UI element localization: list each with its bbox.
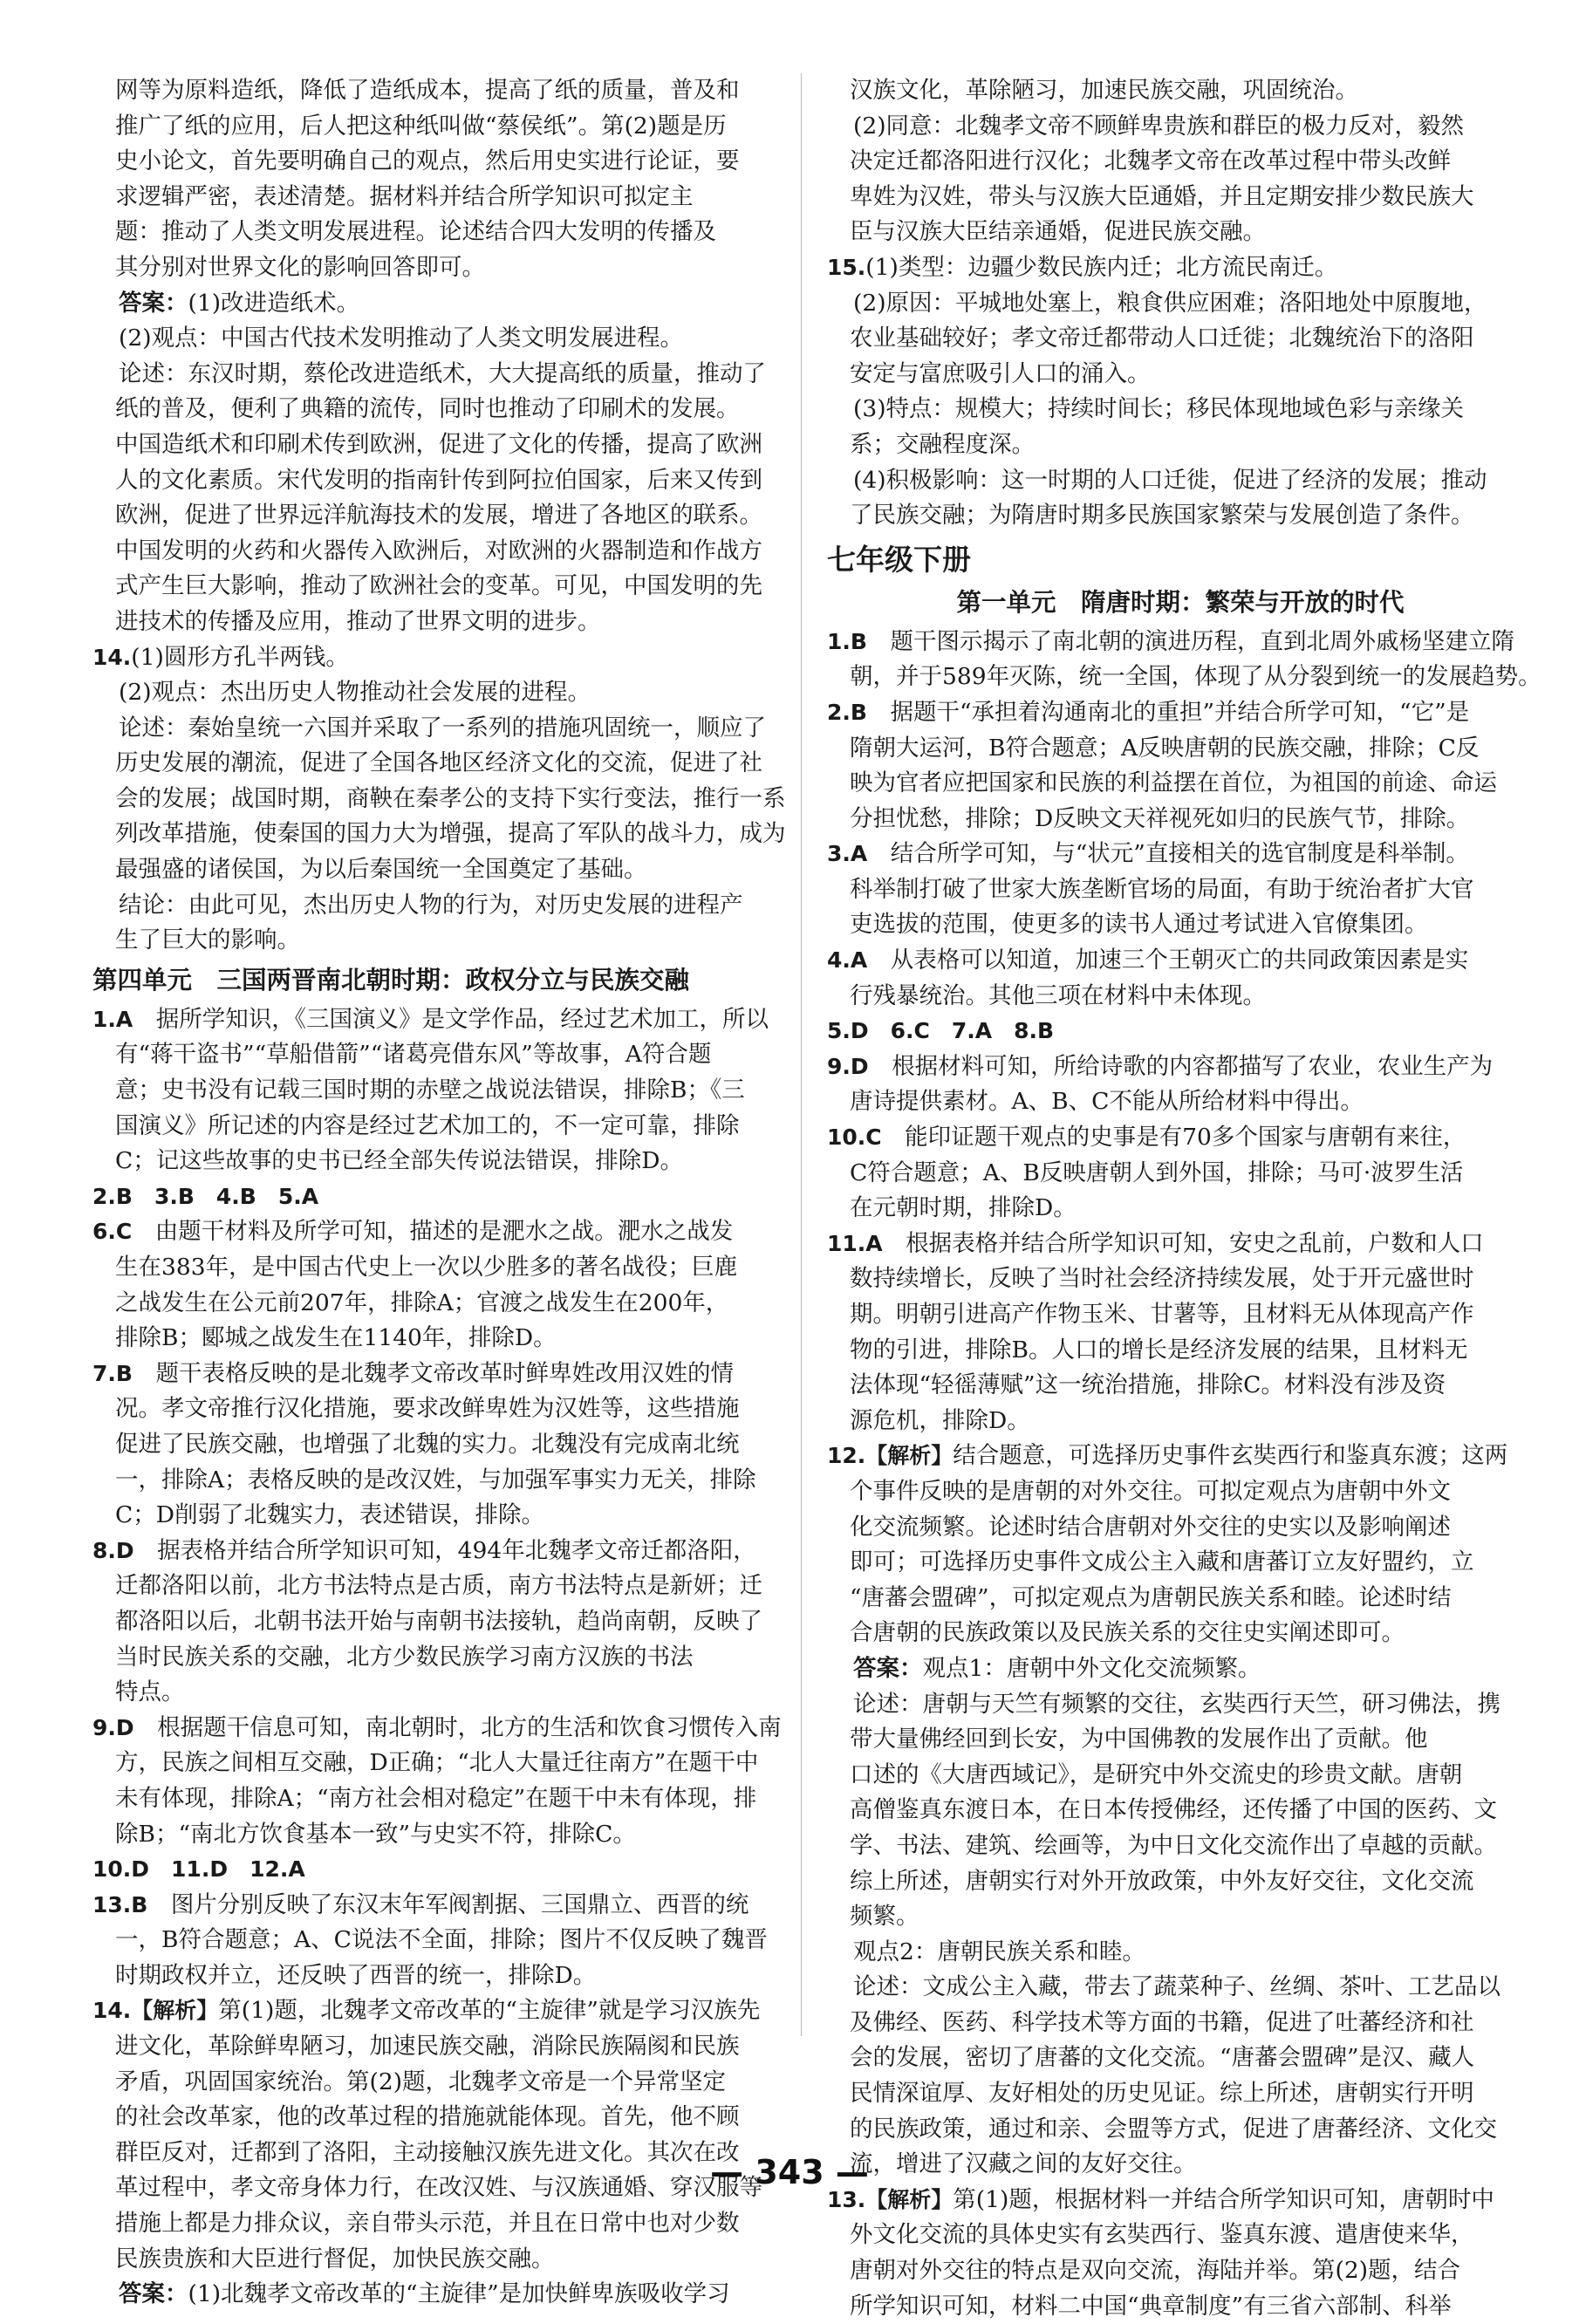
text-line xyxy=(827,2253,1534,2289)
question-number: 13.【解析】 xyxy=(827,2186,954,2212)
text-line xyxy=(92,675,799,711)
line-text: 况。孝文帝推行汉化措施，要求改鲜卑姓为汉姓等，这些措施 xyxy=(115,1395,740,1423)
question-number: 5.D 6.C 7.A 8.B xyxy=(827,1018,1055,1044)
line-text: 论述：东汉时期，蔡伦改进造纸术，大大提高纸的质量，推动了 xyxy=(119,359,766,387)
text-line xyxy=(92,1958,799,1994)
question-number: 14. xyxy=(92,644,132,670)
text-line xyxy=(92,2277,799,2313)
text-line xyxy=(827,802,1534,837)
text-line xyxy=(92,215,799,250)
line-text: 决定迁都洛阳进行汉化；北魏孝文帝在改革过程中带头改鲜 xyxy=(850,147,1451,175)
text-line xyxy=(92,1144,799,1179)
line-text: 历史发展的潮流，促进了全国各地区经济文化的交流，促进了社 xyxy=(115,749,762,777)
question-number: 4.A xyxy=(827,947,868,974)
text-line xyxy=(827,1793,1534,1828)
question-number: 2.B xyxy=(827,699,867,725)
text-line xyxy=(92,286,799,322)
text-line xyxy=(92,1675,799,1711)
line-text: (4)积极影响：这一时期的人口迁徙，促进了经济的发展；推动 xyxy=(853,466,1487,494)
question-number: 8.D xyxy=(92,1537,134,1563)
text-line xyxy=(92,1852,799,1888)
line-text: 一，B符合题意；A、C说法不全面，排除；图片不仅反映了魏晋 xyxy=(115,1926,768,1954)
line-text: 了民族交融；为隋唐时期多民族国家繁荣与发展创造了条件。 xyxy=(850,502,1474,530)
page-number: — 343 — xyxy=(710,2153,869,2191)
line-text: 根据表格并结合所学知识可知，安史之乱前，户数和人口 xyxy=(882,1229,1484,1257)
line-text: 群臣反对，迁都到了洛阳，主动接触汉族先进文化。其次在改 xyxy=(115,2138,740,2166)
text-line xyxy=(92,2065,799,2101)
line-text: 唐朝对外交往的特点是双向交流，海陆并举。第(2)题，结合 xyxy=(850,2257,1461,2285)
line-text: 论述：唐朝与天竺有频繁的交往，玄奘西行天竺，研习佛法，携 xyxy=(853,1690,1500,1718)
line-text: 根据题干信息可知，南北朝时，北方的生活和饮食习惯传入南 xyxy=(133,1713,782,1741)
line-text: (2)原因：平城地处塞上，粮食供应困难；洛阳地处中原腹地， xyxy=(853,289,1487,317)
line-text: 国演义》所记述的内容是经过艺术加工的，不一定可靠，排除 xyxy=(115,1111,740,1139)
text-line xyxy=(827,427,1534,463)
line-text: (3)特点：规模大；持续时间长；移民体现地域色彩与亲缘关 xyxy=(853,395,1465,423)
text-line xyxy=(92,498,799,534)
text-line xyxy=(827,979,1534,1015)
text-line xyxy=(92,1923,799,1958)
text-line xyxy=(827,907,1534,943)
line-text: 合唐朝的民族政策以及民族关系的交往史实阐述即可。 xyxy=(850,1619,1405,1647)
text-line xyxy=(827,1581,1534,1617)
line-text: 最强盛的诸侯国，为以后秦国统一全国奠定了基础。 xyxy=(115,856,647,884)
line-text: 能印证题干观点的史事是有70多个国家与唐朝有来往， xyxy=(881,1124,1466,1152)
text-line xyxy=(827,463,1534,499)
text-line xyxy=(827,109,1534,145)
text-line xyxy=(92,250,799,286)
line-text: 时期政权并立，还反映了西晋的统一，排除D。 xyxy=(115,1961,597,1989)
text-line xyxy=(827,1970,1534,2006)
question-number: 2.B 3.B 4.B 5.A xyxy=(92,1183,319,1209)
text-line xyxy=(92,180,799,215)
line-text: 图片分别反映了东汉末年军阀割据、三国鼎立、西晋的统 xyxy=(147,1890,749,1918)
line-text: 进文化，革除鲜卑陋习，加速民族交融，消除民族隔阂和民族 xyxy=(115,2033,740,2061)
question-number: 3.A xyxy=(827,841,868,867)
unit-heading: 第四单元 三国两晋南北朝时期：政权分立与民族交融 xyxy=(92,965,690,995)
line-text: 的社会改革家，他的改革过程的措施就能体现。首先，他不顾 xyxy=(115,2103,740,2131)
question-number: 13.B xyxy=(92,1891,148,1917)
text-line xyxy=(92,1286,799,1322)
line-text: 生了巨大的影响。 xyxy=(115,926,300,954)
line-text: 分担忧愁，排除；D反映文天祥视死如归的民族气节，排除。 xyxy=(850,804,1470,832)
line-text: 朝，并于589年灭陈，统一全国，体现了从分裂到统一的发展趋势。 xyxy=(850,663,1541,691)
line-text: C符合题意；A、B反映唐朝人到外国，排除；马可·波罗生活 xyxy=(850,1159,1464,1186)
text-line xyxy=(92,357,799,393)
text-line xyxy=(827,357,1534,393)
question-number: 9.D xyxy=(827,1053,869,1079)
text-line xyxy=(92,1002,799,1038)
text-line xyxy=(92,817,799,852)
line-text: 式产生巨大影响，推动了欧洲社会的变革。可见，中国发明的先 xyxy=(115,572,762,600)
line-text: (2)观点：中国古代技术发明推动了人类文明发展进程。 xyxy=(119,325,684,352)
answer-label: 答案： xyxy=(119,2280,188,2308)
text-line xyxy=(827,1474,1534,1510)
line-text: 农业基础较好；孝文帝迁都带动人口迁徙；北魏统治下的洛阳 xyxy=(850,325,1474,352)
text-line xyxy=(92,144,799,180)
text-line xyxy=(92,2206,799,2242)
line-text: 从表格可以知道，加速三个王朝灭亡的共同政策因素是实 xyxy=(867,947,1469,974)
line-text: 卑姓为汉姓，带头与汉族大臣通婚，并且定期安排少数民族大 xyxy=(850,182,1474,210)
text-line xyxy=(827,1828,1534,1864)
text-line xyxy=(827,1227,1534,1262)
text-line xyxy=(92,923,799,959)
line-text: 科举制打破了世家大族垄断官场的局面，有助于统治者扩大官 xyxy=(850,875,1474,903)
text-line xyxy=(827,625,1534,660)
left-column xyxy=(92,73,799,2313)
line-text: 论述：文成公主入藏，带去了蔬菜种子、丝绸、茶叶、工艺品以 xyxy=(853,1973,1500,2001)
text-line xyxy=(827,2006,1534,2041)
question-number: 1.B xyxy=(827,628,867,654)
text-line xyxy=(827,215,1534,250)
text-line xyxy=(827,2218,1534,2253)
text-line xyxy=(92,1711,799,1746)
text-line xyxy=(92,1391,799,1427)
line-text: 特点。 xyxy=(115,1678,185,1706)
line-text: 一，排除A；表格反映的是改汉姓，与加强军事实力无关，排除 xyxy=(115,1466,756,1494)
question-number: 14.【解析】 xyxy=(92,1998,219,2024)
text-line xyxy=(92,1427,799,1463)
text-line xyxy=(827,1899,1534,1935)
line-text: 汉族文化，革除陋习，加速民族交融，巩固统治。 xyxy=(850,77,1358,104)
text-line xyxy=(827,1935,1534,1971)
text-line xyxy=(827,1616,1534,1651)
line-text: 据所学知识，《三国演义》是文学作品，经过艺术加工，所以 xyxy=(133,1005,769,1033)
text-line xyxy=(92,640,799,676)
question-number: 15. xyxy=(827,254,866,280)
text-line xyxy=(827,1014,1534,1049)
text-line xyxy=(827,1864,1534,1900)
line-text: 未有体现，排除A；“南方社会相对稳定”在题干中未有体现，排 xyxy=(115,1784,757,1812)
text-line xyxy=(92,1498,799,1534)
line-text: 外文化交流的具体史实有玄奘西行、鉴真东渡、遣唐使来华， xyxy=(850,2221,1474,2249)
line-text: (1)类型：边疆少数民族内迁；北方流民南迁。 xyxy=(865,253,1338,281)
line-text: 观点1：唐朝中外文化交流频繁。 xyxy=(922,1654,1261,1682)
text-line xyxy=(827,1510,1534,1546)
text-line xyxy=(92,888,799,924)
text-line xyxy=(92,2100,799,2136)
line-text: 除B；“南北方饮食基本一致”与史实不符，排除C。 xyxy=(115,1820,636,1848)
text-line xyxy=(92,1781,799,1817)
text-line xyxy=(92,1746,799,1781)
line-text: 吏选拔的范围，使更多的读书人通过考试进入官僚集团。 xyxy=(850,911,1428,939)
line-text: 题干图示揭示了南北朝的演进历程，直到北周外戚杨坚建立隋 xyxy=(866,627,1514,655)
line-text: 欧洲，促进了世界远洋航海技术的发展，增进了各地区的联系。 xyxy=(115,502,762,530)
line-text: 都洛阳以后，北朝书法开始与南朝书法接轨，趋尚南朝，反映了 xyxy=(115,1607,762,1635)
text-line xyxy=(827,2289,1534,2324)
text-line xyxy=(92,1817,799,1853)
line-text: 论述：秦始皇统一六国并采取了一系列的措施巩固统一，顺应了 xyxy=(119,714,766,742)
text-line xyxy=(92,1179,799,1215)
text-line xyxy=(92,534,799,570)
line-text: 源危机，排除D。 xyxy=(850,1406,1030,1434)
text-line xyxy=(92,1073,799,1109)
line-text: 安定与富庶吸引人口的涌入。 xyxy=(850,359,1151,387)
text-line xyxy=(827,250,1534,286)
text-line xyxy=(827,1651,1534,1687)
line-text: 个事件反映的是唐朝的对外交往。可拟定观点为唐朝中外文 xyxy=(850,1477,1451,1505)
line-text: 会的发展；战国时期，商鞅在秦孝公的支持下实行变法，推行一系 xyxy=(115,784,786,812)
line-text: (2)观点：杰出历史人物推动社会发展的进程。 xyxy=(119,679,591,707)
text-line xyxy=(827,2040,1534,2076)
line-text: 人的文化素质。宋代发明的指南针传到阿拉伯国家，后来又传到 xyxy=(115,466,762,494)
text-line xyxy=(92,782,799,817)
line-text: 的民族政策，通过和亲、会盟等方式，促进了唐蕃经济、文化交 xyxy=(850,2115,1497,2143)
text-line xyxy=(92,1321,799,1357)
text-line xyxy=(827,2112,1534,2148)
line-text: 结合题意，可选择历史事件玄奘西行和鉴真东渡；这两 xyxy=(953,1442,1508,1470)
line-text: 映为官者应把国家和民族的利益摆在首位，为祖国的前途、命运 xyxy=(850,769,1497,797)
line-text: 纸的普及，便利了典籍的流传，同时也推动了印刷术的发展。 xyxy=(115,395,740,423)
line-text: 综上所述，唐朝实行对外开放政策，中外友好交往，文化交流 xyxy=(850,1867,1474,1895)
text-line xyxy=(827,1297,1534,1333)
text-line xyxy=(92,1569,799,1604)
text-line xyxy=(92,569,799,605)
line-text: 口述的《大唐西域记》，是研究中外交流史的珍贵文献。唐朝 xyxy=(850,1760,1463,1788)
line-text: 即可；可选择历史事件文成公主入藏和唐蕃订立友好盟约，立 xyxy=(850,1548,1474,1576)
text-line xyxy=(92,1463,799,1499)
text-line xyxy=(827,1156,1534,1192)
line-text: 数持续增长，反映了当时社会经济持续发展，处于开元盛世时 xyxy=(850,1265,1474,1293)
question-number: 9.D xyxy=(92,1714,134,1740)
text-line xyxy=(827,286,1534,322)
text-line xyxy=(92,1109,799,1145)
line-text: 中国发明的火药和火器传入欧洲后，对欧洲的火器制造和作战方 xyxy=(115,537,762,564)
line-text: 行残暴统治。其他三项在材料中未体现。 xyxy=(850,981,1266,1009)
line-text: 促进了民族交融，也增强了北魏的实力。北魏没有完成南北统 xyxy=(115,1430,740,1458)
line-text: (2)同意：北魏孝文帝不顾鲜卑贵族和群臣的极力反对，毅然 xyxy=(853,112,1465,140)
text-line xyxy=(92,392,799,427)
text-line xyxy=(827,1120,1534,1156)
text-line xyxy=(827,1722,1534,1758)
question-number: 11.A xyxy=(827,1230,883,1256)
text-line xyxy=(827,695,1534,731)
line-text: 结论：由此可见，杰出历史人物的行为，对历史发展的进程产 xyxy=(119,891,743,919)
text-line xyxy=(92,109,799,145)
grade-heading: 七年级下册 xyxy=(827,542,971,577)
text-line xyxy=(92,1037,799,1073)
text-line xyxy=(92,1534,799,1569)
line-text: 中国造纸术和印刷术传到欧洲，促进了文化的传播，提高了欧洲 xyxy=(115,430,762,458)
question-number: 10.C xyxy=(827,1124,882,1151)
text-line xyxy=(827,180,1534,215)
line-text: 带大量佛经回到长安，为中国佛教的发展作出了贡献。他 xyxy=(850,1726,1428,1753)
line-text: 民族贵族和大臣进行督促，加快民族交融。 xyxy=(115,2245,555,2273)
question-number: 6.C xyxy=(92,1219,133,1245)
line-text: 列改革措施，使秦国的国力大为增强，提高了军队的战斗力，成为 xyxy=(115,820,786,848)
line-text: 隋朝大运河，B符合题意；A反映唐朝的民族交融，排除；C反 xyxy=(850,734,1480,762)
line-text: 化交流频繁。论述时结合唐朝对外交往的史实以及影响阐述 xyxy=(850,1513,1451,1541)
text-line xyxy=(827,1261,1534,1297)
text-line xyxy=(827,837,1534,872)
question-number: 7.B xyxy=(92,1360,133,1386)
text-line xyxy=(827,1439,1534,1474)
line-text: 排除B；郾城之战发生在1140年，排除D。 xyxy=(115,1324,557,1352)
line-text: 及佛经、医药、科学技术等方面的书籍，促进了吐蕃经济和社 xyxy=(850,2008,1474,2036)
text-line xyxy=(827,392,1534,427)
line-text: 学、书法、建筑、绘画等，为中日文化交流作出了卓越的贡献。 xyxy=(850,1831,1497,1859)
question-number: 1.A xyxy=(92,1006,133,1032)
line-text: (1)北魏孝文帝改革的“主旋律”是加快鲜卑族吸收学习 xyxy=(188,2280,730,2308)
line-text: 革过程中，孝文帝身体力行，在改汉姓、与汉族通婚、穿汉服等 xyxy=(115,2174,762,2202)
text-line xyxy=(827,2076,1534,2112)
right-column xyxy=(827,73,1541,2324)
line-text: 观点2：唐朝民族关系和睦。 xyxy=(853,1938,1145,1965)
text-line xyxy=(827,1404,1534,1439)
line-text: 迁都洛阳以前，北方书法特点是古质，南方书法特点是新妍；迁 xyxy=(115,1572,762,1600)
line-text: 臣与汉族大臣结亲通婚，促进民族交融。 xyxy=(850,218,1266,246)
line-text: 题干表格反映的是北魏孝文帝改革时鲜卑姓改用汉姓的情 xyxy=(132,1359,734,1387)
unit-heading: 第一单元 隋唐时期：繁荣与开放的时代 xyxy=(956,587,1405,617)
line-text: 方，民族之间相互交融，D正确；“北人大量迁往南方”在题干中 xyxy=(115,1749,759,1777)
line-text: 据题干“承担着沟通南北的重担”并结合所学可知，“它”是 xyxy=(866,698,1470,726)
line-text: 流，增进了汉藏之间的友好交往。 xyxy=(850,2150,1197,2178)
line-text: 史小论文，首先要明确自己的观点，然后用史实进行论证，要 xyxy=(115,147,740,175)
line-text: C；记这些故事的史书已经全部失传说法错误，排除D。 xyxy=(115,1147,684,1175)
line-text: 措施上都是力排众议，亲自带头示范，并且在日常中也对少数 xyxy=(115,2210,740,2238)
line-text: 第(1)题，根据材料一并结合所学知识可知，唐朝时中 xyxy=(953,2185,1494,2213)
line-text: C；D削弱了北魏实力，表述错误，排除。 xyxy=(115,1501,545,1529)
line-text: 所学知识可知，材料二中国“典章制度”有三省六部制、科举 xyxy=(850,2292,1452,2320)
text-line xyxy=(92,1250,799,1286)
text-line xyxy=(827,872,1534,908)
line-text: 会的发展，密切了唐蕃的文化交流。“唐蕃会盟碑”是汉、藏人 xyxy=(850,2044,1475,2072)
line-text: (1)改进造纸术。 xyxy=(188,289,360,317)
text-line xyxy=(92,463,799,499)
line-text: 网等为原料造纸，降低了造纸成本，提高了纸的质量，普及和 xyxy=(115,77,740,104)
text-line xyxy=(827,498,1534,534)
text-line xyxy=(92,1640,799,1676)
line-text: “唐蕃会盟碑”，可拟定观点为唐朝民族关系和睦。论述时结 xyxy=(850,1583,1452,1611)
text-line xyxy=(827,1758,1534,1794)
line-text: 进技术的传播及应用，推动了世界文明的进步。 xyxy=(115,607,601,635)
text-line xyxy=(92,1993,799,2029)
text-line xyxy=(92,605,799,640)
line-text: 题：推动了人类文明发展进程。论述结合四大发明的传播及 xyxy=(115,218,716,246)
line-text: 有“蒋干盗书”“草船借箭”“诸葛亮借东风”等故事，A符合题 xyxy=(115,1041,712,1069)
column-divider xyxy=(801,73,802,2036)
answer-label: 答案： xyxy=(119,289,188,317)
text-line xyxy=(92,2029,799,2065)
line-text: 矛盾，巩固国家统治。第(2)题，北魏孝文帝是一个异常坚定 xyxy=(115,2068,727,2095)
text-line xyxy=(827,731,1534,767)
text-line xyxy=(827,1545,1534,1581)
line-text: 据表格并结合所学知识可知，494年北魏孝文帝迁都洛阳， xyxy=(133,1536,756,1564)
line-text: 求逻辑严密，表述清楚。据材料并结合所学知识可拟定主 xyxy=(115,182,694,210)
text-line xyxy=(827,766,1534,802)
line-text: 之战发生在公元前207年，排除A；官渡之战发生在200年， xyxy=(115,1288,729,1316)
line-text: 生在383年，是中国古代史上一次以少胜多的著名战役；巨鹿 xyxy=(115,1254,738,1281)
line-text: 根据材料可知，所给诗歌的内容都描写了农业，农业生产为 xyxy=(868,1052,1494,1080)
line-text: 在元朝时期，排除D。 xyxy=(850,1194,1077,1222)
text-line xyxy=(827,1687,1534,1723)
line-text: 高僧鉴真东渡日本，在日本传授佛经，还传播了中国的医药、文 xyxy=(850,1796,1497,1824)
text-line xyxy=(92,1604,799,1640)
answer-label: 答案： xyxy=(853,1654,923,1682)
text-line xyxy=(827,321,1534,357)
line-text: 唐诗提供素材。A、B、C不能从所给材料中得出。 xyxy=(850,1088,1364,1116)
question-number: 12.【解析】 xyxy=(827,1443,954,1469)
text-line xyxy=(92,852,799,888)
question-number: 10.D 11.D 12.A xyxy=(92,1856,305,1883)
text-line xyxy=(827,73,1534,109)
line-text: 期。明朝引进高产作物玉米、甘薯等，且材料无从体现高产作 xyxy=(850,1301,1474,1328)
line-text: 民情深谊厚、友好相处的历史见证。综上所述，唐朝实行开明 xyxy=(850,2080,1474,2108)
text-line xyxy=(827,1333,1534,1369)
text-line xyxy=(827,1191,1534,1227)
text-line xyxy=(827,1368,1534,1404)
line-text: 意；史书没有记载三国时期的赤壁之战说法错误，排除B；《三 xyxy=(115,1077,745,1104)
text-line xyxy=(92,1357,799,1392)
line-text: 物的引进，排除B。人口的增长是经济发展的结果，且材料无 xyxy=(850,1336,1468,1364)
text-line xyxy=(92,1888,799,1924)
text-line xyxy=(827,1049,1534,1085)
text-line xyxy=(92,427,799,463)
line-text: 结合所学可知，与“状元”直接相关的选官制度是科举制。 xyxy=(867,840,1469,868)
line-text: 第(1)题，北魏孝文帝改革的“主旋律”就是学习汉族先 xyxy=(218,1997,761,2025)
text-line xyxy=(827,1084,1534,1120)
text-line xyxy=(92,2242,799,2278)
text-line xyxy=(827,144,1534,180)
text-line xyxy=(92,746,799,782)
text-line xyxy=(827,943,1534,979)
line-text: 由题干材料及所学可知，描述的是淝水之战。淝水之战发 xyxy=(132,1218,734,1246)
line-text: 系；交融程度深。 xyxy=(850,430,1035,458)
line-text: 当时民族关系的交融，北方少数民族学习南方汉族的书法 xyxy=(115,1643,694,1671)
line-text: 推广了纸的应用，后人把这种纸叫做“蔡侯纸”。第(2)题是历 xyxy=(115,112,727,140)
text-line xyxy=(92,1214,799,1250)
line-text: 频繁。 xyxy=(850,1903,919,1931)
text-line xyxy=(92,711,799,747)
text-line xyxy=(827,660,1541,695)
text-line xyxy=(92,73,799,109)
line-text: 其分别对世界文化的影响回答即可。 xyxy=(115,253,485,281)
text-line xyxy=(92,321,799,357)
line-text: (1)圆形方孔半两钱。 xyxy=(131,643,349,671)
line-text: 法体现“轻徭薄赋”这一统治措施，排除C。材料没有涉及资 xyxy=(850,1371,1446,1399)
